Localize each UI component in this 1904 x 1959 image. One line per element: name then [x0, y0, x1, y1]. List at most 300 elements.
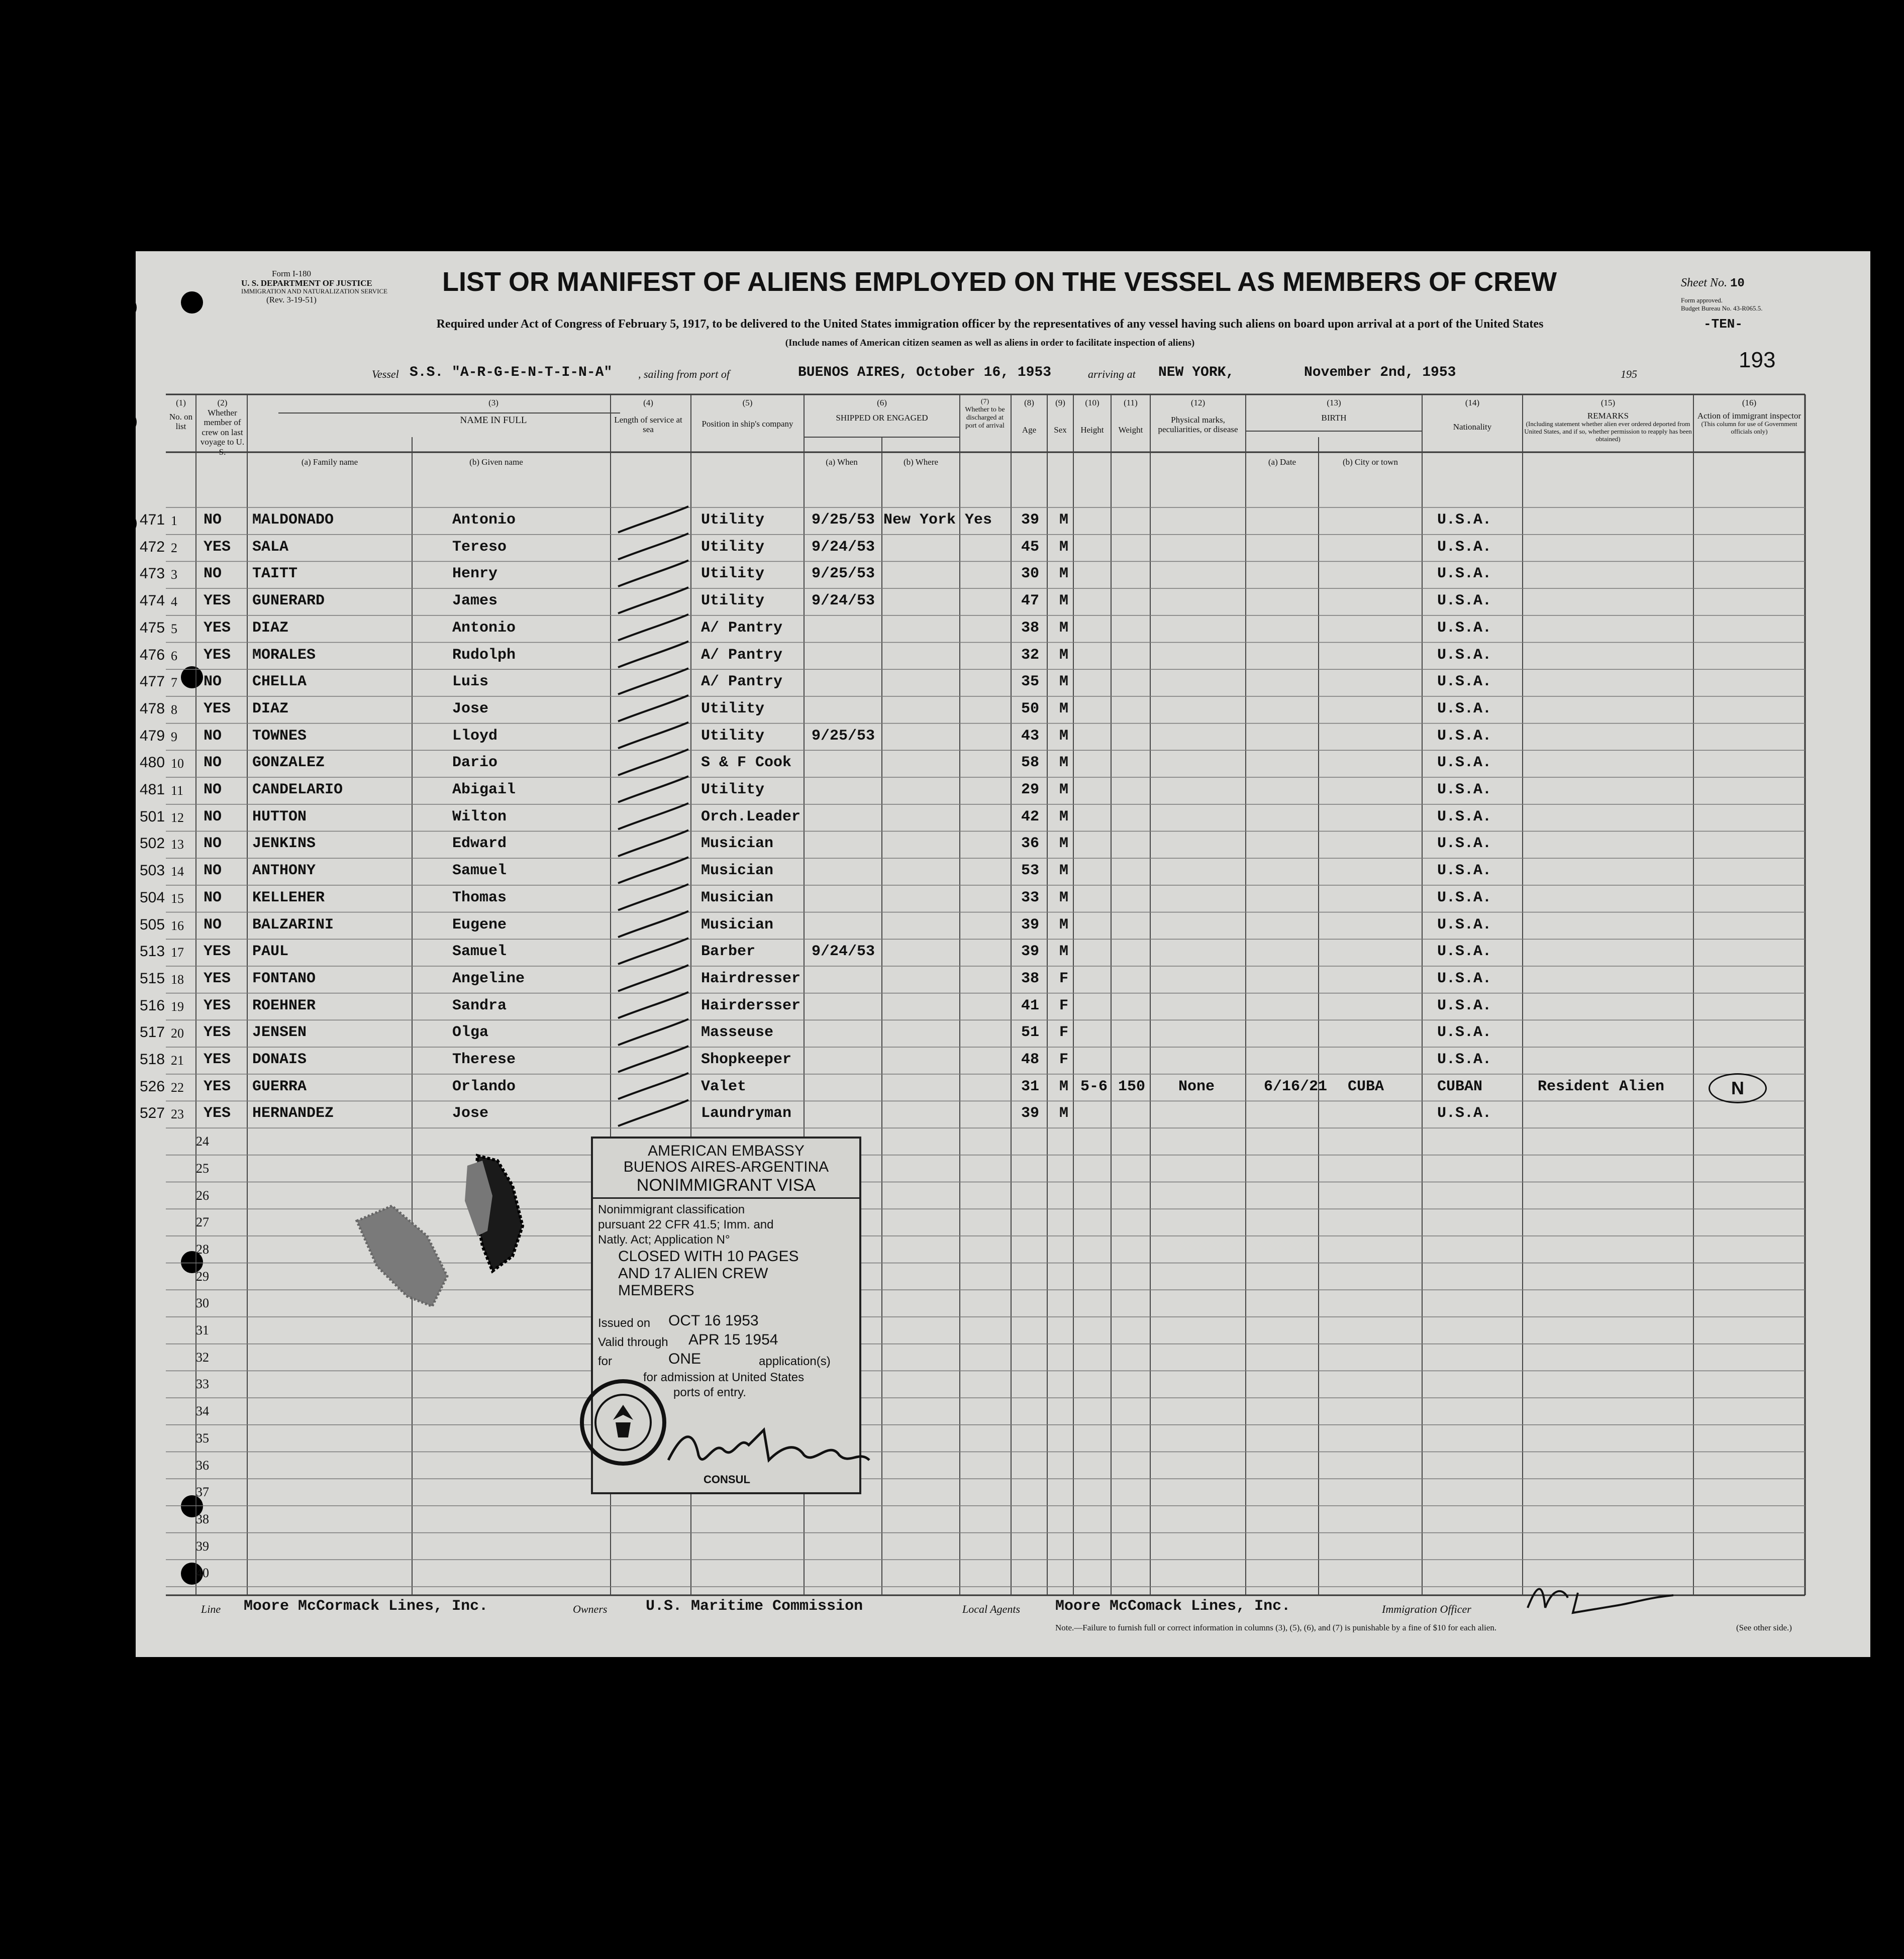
col-4-header: [611, 398, 686, 435]
cell-list: 513: [140, 943, 165, 960]
cell-nat: U.S.A.: [1437, 673, 1492, 691]
cell-age: 51: [1021, 1024, 1040, 1042]
row-number: 30: [196, 1296, 209, 1311]
stamp-issued-date: OCT 16 1953: [668, 1312, 759, 1329]
cell-last: NO: [204, 754, 222, 772]
col-7-header: [960, 398, 1010, 430]
cell-list: 515: [140, 970, 165, 987]
row-number: 22: [171, 1080, 184, 1095]
cell-sex: M: [1059, 673, 1069, 691]
cell-last: NO: [204, 808, 222, 826]
cell-family: ANTHONY: [252, 862, 316, 880]
punch-hole: [115, 296, 137, 319]
cell-family: TOWNES: [252, 727, 307, 745]
cell-age: 39: [1021, 1105, 1040, 1122]
cell-age: 48: [1021, 1051, 1040, 1068]
cell-when: 9/24/53: [812, 538, 875, 556]
cell-pos: Utility: [701, 727, 765, 745]
row-number: 27: [196, 1215, 209, 1230]
vessel-label: Vessel: [372, 368, 399, 380]
cell-given: Edward: [452, 835, 507, 853]
col-15-number: (15): [1600, 398, 1616, 407]
stamp-crew-note: AND 17 ALIEN CREW: [618, 1265, 768, 1282]
cell-given: Antonio: [452, 511, 516, 529]
col-6-number: (6): [877, 398, 887, 407]
cell-pos: A/ Pantry: [701, 619, 783, 637]
service-strike-mark: [618, 884, 688, 910]
cell-last: YES: [204, 700, 231, 717]
cell-pos: Utility: [701, 592, 765, 610]
col-7-label: Whether to be discharged at port of arrival: [965, 406, 1005, 430]
row-number: 19: [171, 999, 184, 1014]
row-number: 26: [196, 1188, 209, 1203]
sailing-from: BUENOS AIRES, October 16, 1953: [798, 365, 1052, 380]
cell-age: 41: [1021, 997, 1040, 1014]
row-number: 38: [196, 1511, 209, 1526]
cell-age: 29: [1021, 781, 1040, 798]
cell-nat: U.S.A.: [1437, 1024, 1492, 1042]
stamp-valid-label: Valid through: [598, 1335, 668, 1349]
service-strike-mark: [618, 695, 688, 721]
col-9-header: [1047, 398, 1073, 435]
col-8-header: [1011, 398, 1047, 435]
cell-list: 518: [140, 1051, 165, 1068]
row-number: 3: [171, 567, 177, 582]
cell-sex: M: [1059, 754, 1069, 772]
cell-pos: Shopkeeper: [701, 1051, 792, 1068]
cell-family: HERNANDEZ: [252, 1105, 334, 1122]
cell-nat: U.S.A.: [1437, 1051, 1492, 1068]
sheet-word: -TEN-: [1703, 317, 1743, 332]
cell-given: Orlando: [452, 1078, 516, 1095]
cell-last: YES: [204, 592, 231, 610]
cell-family: CANDELARIO: [252, 781, 343, 798]
cell-family: MALDONADO: [252, 511, 334, 529]
punch-hole: [115, 512, 137, 535]
cell-marks: None: [1178, 1078, 1215, 1095]
cell-family: DIAZ: [252, 619, 289, 637]
stamp-location: BUENOS AIRES-ARGENTINA: [623, 1159, 829, 1175]
col-8-number: (8): [1024, 398, 1034, 407]
cell-last: NO: [204, 862, 222, 880]
cell-list: 501: [140, 808, 165, 825]
cell-list: 474: [140, 592, 165, 609]
cell-when: 9/25/53: [812, 565, 875, 583]
cell-given: James: [452, 592, 498, 610]
cell-given: Sandra: [452, 997, 507, 1014]
footer-owners: U.S. Maritime Commission: [646, 1598, 863, 1615]
form-approved: Form approved.: [1681, 296, 1723, 304]
service-strike-mark: [618, 1019, 688, 1045]
inspector-action-mark: N: [1709, 1073, 1767, 1103]
cell-age: 38: [1021, 619, 1040, 637]
cell-given: Wilton: [452, 808, 507, 826]
cell-last: NO: [204, 727, 222, 745]
sheet-label: Sheet No.: [1681, 276, 1727, 289]
service-strike-mark: [618, 560, 688, 586]
cell-pos: Valet: [701, 1078, 747, 1095]
cell-sex: M: [1059, 565, 1069, 583]
service-strike-mark: [618, 830, 688, 856]
form-revision: (Rev. 3-19-51): [266, 294, 317, 304]
col-5-number: (5): [742, 398, 753, 407]
service-strike-mark: [618, 642, 688, 668]
service-strike-mark: [618, 803, 688, 830]
stamp-closed-note: CLOSED WITH 10 PAGES: [618, 1248, 799, 1265]
cell-list: 517: [140, 1024, 165, 1041]
cell-given: Samuel: [452, 862, 507, 880]
cell-pos: Masseuse: [701, 1024, 774, 1042]
cell-last: YES: [204, 1105, 231, 1122]
form-number: Form I-180: [272, 269, 311, 278]
cell-last: YES: [204, 538, 231, 556]
cell-family: GUNERARD: [252, 592, 325, 610]
cell-age: 39: [1021, 511, 1040, 529]
cell-pos: Utility: [701, 565, 765, 583]
cell-given: Luis: [452, 673, 489, 691]
cell-disch: Yes: [965, 511, 992, 529]
stamp-for-label: for: [598, 1355, 613, 1368]
cell-last: YES: [204, 997, 231, 1014]
footer-note: Note.—Failure to furnish full or correct information in columns (3), (5), (6), and (7) is punishable by a fine of $10 for each alien.: [1055, 1623, 1497, 1632]
cell-family: ROEHNER: [252, 997, 316, 1014]
cell-sex: M: [1059, 646, 1069, 664]
col-11-header: [1111, 398, 1150, 435]
cell-last: NO: [204, 889, 222, 906]
cell-nat: U.S.A.: [1437, 754, 1492, 772]
cell-family: FONTANO: [252, 970, 316, 987]
cell-age: 30: [1021, 565, 1040, 583]
col-13-label: BIRTH: [1321, 413, 1347, 423]
cell-sex: M: [1059, 889, 1069, 906]
cell-family: JENKINS: [252, 835, 316, 853]
service-strike-mark: [618, 723, 688, 749]
cell-nat: U.S.A.: [1437, 916, 1492, 934]
cell-age: 53: [1021, 862, 1040, 880]
col-7-number: (7): [980, 398, 989, 405]
cell-pos: Hairdresser: [701, 970, 801, 987]
cell-age: 42: [1021, 808, 1040, 826]
cell-sex: M: [1059, 727, 1069, 745]
consul-signature: [663, 1420, 874, 1475]
col-11-number: (11): [1124, 398, 1138, 407]
col-14-header: [1422, 398, 1523, 432]
footer-line-label: Line: [201, 1603, 221, 1615]
subtitle-2: (Include names of American citizen seamen as well as aliens in order to facilitate inspection of aliens): [785, 338, 1195, 348]
col-6b-label: (b) Where: [903, 457, 939, 467]
cell-nat: U.S.A.: [1437, 619, 1492, 637]
cell-where: New York: [883, 511, 956, 529]
stamp-admission: for admission at United States: [643, 1371, 805, 1384]
service-strike-mark: [618, 776, 688, 802]
arriving-label: arriving at: [1088, 368, 1136, 380]
manifest-title: LIST OR MANIFEST OF ALIENS EMPLOYED ON THE VESSEL AS MEMBERS OF CREW: [442, 267, 1557, 297]
cell-family: SALA: [252, 538, 289, 556]
row-number: 31: [196, 1323, 209, 1337]
cell-last: NO: [204, 781, 222, 798]
budget-bureau: Budget Bureau No. 43-R065.5.: [1681, 304, 1763, 312]
col-12-label: Physical marks, peculiarities, or disease: [1158, 415, 1238, 435]
cell-nat: U.S.A.: [1437, 538, 1492, 556]
row-number: 36: [196, 1458, 209, 1473]
row-number: 2: [171, 540, 177, 555]
cell-when: 9/24/53: [812, 943, 875, 961]
seal-ribbon: [332, 1146, 543, 1357]
cell-family: GUERRA: [252, 1078, 307, 1095]
cell-sex: M: [1059, 511, 1069, 529]
cell-pos: S & F Cook: [701, 754, 792, 772]
cell-nat: U.S.A.: [1437, 970, 1492, 987]
cell-given: Henry: [452, 565, 498, 583]
cell-last: NO: [204, 835, 222, 853]
row-number: 33: [196, 1377, 209, 1392]
service-strike-mark: [618, 992, 688, 1018]
cell-list: 504: [140, 889, 165, 906]
cell-pos: Utility: [701, 700, 765, 717]
cell-height: 5-6: [1080, 1078, 1108, 1095]
footer-officer-label: Immigration Officer: [1382, 1603, 1471, 1615]
service-strike-mark: [618, 1073, 688, 1099]
service-strike-mark: [618, 614, 688, 641]
cell-list: 481: [140, 781, 165, 798]
cell-given: Eugene: [452, 916, 507, 934]
cell-family: DONAIS: [252, 1051, 307, 1068]
row-number: 9: [171, 729, 177, 744]
col-13-header: [1246, 398, 1422, 423]
col-4-number: (4): [643, 398, 653, 407]
col-15-sublabel: (Including statement whether alien ever ordered deported from United States, and if so, whether permission to reapply has been obtained): [1524, 420, 1692, 443]
cell-list: 475: [140, 619, 165, 636]
row-number: 15: [171, 891, 184, 906]
row-number: 11: [171, 783, 184, 798]
cell-family: JENSEN: [252, 1024, 307, 1042]
service-strike-mark: [618, 1046, 688, 1072]
cell-family: CHELLA: [252, 673, 307, 691]
row-number: 35: [196, 1430, 209, 1446]
service-strike-mark: [618, 965, 688, 991]
row-number: 24: [196, 1134, 209, 1149]
cell-age: 33: [1021, 889, 1040, 906]
cell-sex: M: [1059, 943, 1069, 961]
col-13b-label: (b) City or town: [1342, 457, 1398, 467]
stamp-members-note: MEMBERS: [618, 1282, 694, 1299]
col-1-number: (1): [176, 398, 186, 407]
cell-family: BALZARINI: [252, 916, 334, 934]
col-12-header: [1150, 398, 1246, 435]
cell-sex: F: [1059, 997, 1069, 1014]
footer-owners-label: Owners: [573, 1603, 608, 1615]
cell-pos: Barber: [701, 943, 756, 961]
service-strike-mark: [618, 506, 688, 533]
punch-hole: [115, 411, 137, 433]
cell-list: 476: [140, 646, 165, 663]
row-number: 7: [171, 675, 177, 690]
arriving-at: NEW YORK,: [1158, 365, 1235, 380]
cell-nat: U.S.A.: [1437, 781, 1492, 798]
col-6a-label: (a) When: [826, 457, 858, 467]
cell-sex: F: [1059, 1024, 1069, 1042]
col-14-label: Nationality: [1453, 422, 1492, 432]
cell-list: 502: [140, 835, 165, 852]
cell-nat: U.S.A.: [1437, 808, 1492, 826]
cell-pos: Orch.Leader: [701, 808, 801, 826]
col-2-number: (2): [217, 398, 228, 407]
cell-list: 503: [140, 862, 165, 879]
cell-nat: U.S.A.: [1437, 727, 1492, 745]
cell-last: YES: [204, 1024, 231, 1042]
cell-list: 505: [140, 916, 165, 933]
col-6-label: SHIPPED OR ENGAGED: [836, 413, 928, 423]
row-number: 39: [196, 1538, 209, 1554]
row-number: 23: [171, 1107, 184, 1122]
cell-nat: U.S.A.: [1437, 835, 1492, 853]
cell-pos: Utility: [701, 538, 765, 556]
cell-family: KELLEHER: [252, 889, 325, 906]
cell-last: NO: [204, 511, 222, 529]
col-15-label: REMARKS: [1587, 410, 1629, 421]
service-strike-mark: [618, 668, 688, 694]
row-number: 29: [196, 1269, 209, 1284]
cell-nat: U.S.A.: [1437, 1105, 1492, 1122]
row-number: 25: [196, 1161, 209, 1176]
col-15-header: [1523, 398, 1693, 443]
cell-pos: Utility: [701, 511, 765, 529]
col-16-number: (16): [1742, 398, 1757, 407]
service-strike-mark: [618, 911, 688, 938]
row-number: 1: [171, 513, 177, 528]
cell-nat: U.S.A.: [1437, 943, 1492, 961]
cell-nat: CUBAN: [1437, 1078, 1483, 1095]
manifest-sheet: [136, 251, 1870, 1657]
cell-age: 39: [1021, 916, 1040, 934]
cell-last: YES: [204, 1051, 231, 1068]
cell-nat: U.S.A.: [1437, 511, 1492, 529]
cell-sex: M: [1059, 592, 1069, 610]
vessel-name: S.S. "A-R-G-E-N-T-I-N-A": [410, 365, 613, 380]
cell-weight: 150: [1118, 1078, 1146, 1095]
cell-pos: Utility: [701, 781, 765, 798]
cell-sex: M: [1059, 781, 1069, 798]
row-number: 13: [171, 837, 184, 852]
col-4-label: Length of service at sea: [614, 415, 682, 435]
col-10-header: [1073, 398, 1111, 435]
cell-when: 9/24/53: [812, 592, 875, 610]
cell-family: DIAZ: [252, 700, 289, 717]
cell-list: 473: [140, 565, 165, 582]
service-strike-mark: [618, 938, 688, 964]
cell-given: Angeline: [452, 970, 525, 987]
cell-given: Samuel: [452, 943, 507, 961]
cell-when: 9/25/53: [812, 727, 875, 745]
embassy-seal-icon: [578, 1375, 668, 1470]
col-1-header: [166, 398, 196, 432]
cell-pos: Hairdersser: [701, 997, 801, 1014]
col-14-number: (14): [1465, 398, 1480, 407]
service-strike-mark: [618, 749, 688, 775]
stamp-applications: application(s): [759, 1355, 831, 1368]
cell-nat: U.S.A.: [1437, 889, 1492, 906]
row-number: 8: [171, 702, 177, 717]
cell-list: 480: [140, 754, 165, 771]
cell-age: 47: [1021, 592, 1040, 610]
cell-sex: M: [1059, 1078, 1069, 1095]
row-number: 32: [196, 1350, 209, 1365]
cell-given: Antonio: [452, 619, 516, 637]
cell-sex: M: [1059, 619, 1069, 637]
sailing-label: , sailing from port of: [638, 368, 730, 380]
service-strike-mark: [618, 534, 688, 560]
row-number: 5: [171, 621, 177, 636]
col-1-label: No. on list: [169, 411, 193, 432]
cell-family: TAITT: [252, 565, 298, 583]
cell-age: 58: [1021, 754, 1040, 772]
cell-given: Jose: [452, 1105, 489, 1122]
cell-nat: U.S.A.: [1437, 592, 1492, 610]
cell-family: MORALES: [252, 646, 316, 664]
stamp-visa-type: NONIMMIGRANT VISA: [593, 1176, 859, 1199]
cell-pos: Musician: [701, 916, 774, 934]
col-2-header: [198, 398, 246, 457]
cell-last: NO: [204, 565, 222, 583]
service-strike-mark: [618, 857, 688, 883]
cell-sex: M: [1059, 835, 1069, 853]
col-16-sublabel: (This column for use of Government officials only): [1701, 420, 1797, 436]
footer-line: Moore McCormack Lines, Inc.: [244, 1598, 488, 1615]
cell-list: 477: [140, 673, 165, 690]
row-number: 14: [171, 864, 184, 879]
col-10-label: Height: [1080, 425, 1104, 435]
col-12-number: (12): [1190, 398, 1206, 407]
col-16-label: Action of immigrant inspector: [1697, 410, 1801, 421]
department: U. S. DEPARTMENT OF JUSTICE: [241, 278, 372, 288]
cell-bdate: 6/16/21: [1264, 1078, 1328, 1095]
cell-nat: U.S.A.: [1437, 997, 1492, 1014]
cell-nat: U.S.A.: [1437, 646, 1492, 664]
cell-pos: Musician: [701, 889, 774, 906]
cell-list: 471: [140, 511, 165, 528]
cell-sex: M: [1059, 700, 1069, 717]
cell-pos: Musician: [701, 862, 774, 880]
col-10-number: (10): [1085, 398, 1099, 407]
col-3-label: NAME IN FULL: [460, 415, 527, 426]
page-number: 193: [1739, 348, 1776, 372]
sheet-number: 10: [1730, 277, 1745, 290]
cell-sex: M: [1059, 1105, 1069, 1122]
stamp-ports: ports of entry.: [673, 1386, 746, 1399]
cell-age: 45: [1021, 538, 1040, 556]
row-number: 34: [196, 1404, 209, 1419]
cell-age: 36: [1021, 835, 1040, 853]
stamp-embassy: AMERICAN EMBASSY: [648, 1143, 805, 1159]
col-3b-label: (b) Given name: [469, 457, 523, 467]
cell-last: YES: [204, 619, 231, 637]
cell-nat: U.S.A.: [1437, 700, 1492, 717]
stamp-cfr: pursuant 22 CFR 41.5; Imm. and: [598, 1218, 774, 1231]
stamp-for-value: ONE: [668, 1351, 702, 1367]
visa-stamp: [591, 1137, 861, 1494]
col-2-label: Whether member of crew on last voyage to U. S.: [200, 407, 245, 457]
cell-list: 516: [140, 997, 165, 1014]
row-number: 4: [171, 594, 177, 609]
stamp-issued-label: Issued on: [598, 1316, 651, 1330]
cell-last: YES: [204, 1078, 231, 1095]
row-number: 18: [171, 972, 184, 987]
service-strike-mark: [618, 1100, 688, 1126]
cell-age: 43: [1021, 727, 1040, 745]
row-number: 40: [196, 1566, 209, 1581]
officer-signature: [1523, 1578, 1683, 1623]
cell-last: NO: [204, 916, 222, 934]
